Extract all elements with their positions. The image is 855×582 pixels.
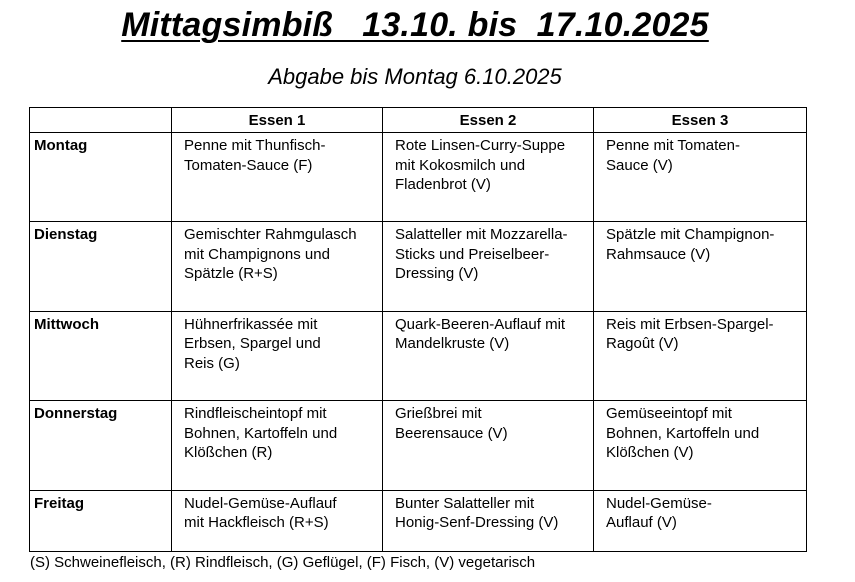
- table-row: [30, 222, 807, 311]
- meal-cell: Nudel-Gemüse- Auflauf (V): [594, 490, 807, 552]
- day-cell: Mittwoch: [30, 311, 172, 400]
- column-header-essen-3: Essen 3: [594, 108, 807, 133]
- table-row: [30, 401, 807, 490]
- meal-cell: Gemüseeintopf mit Bohnen, Kartoffeln und Klößchen (V): [594, 401, 807, 490]
- meal-cell: Salatteller mit Mozzarella- Sticks und Preiselbeer- Dressing (V): [383, 222, 594, 311]
- table-row: [30, 133, 807, 222]
- deadline-subtitle: Abgabe bis Montag 6.10.2025: [268, 64, 562, 89]
- meal-cell: Reis mit Erbsen-Spargel- Ragoût (V): [594, 311, 807, 400]
- table-row: [30, 490, 807, 552]
- meal-cell: Bunter Salatteller mit Honig-Senf-Dressing (V): [383, 490, 594, 552]
- column-header-essen-1: Essen 1: [172, 108, 383, 133]
- menu-table: [29, 107, 807, 552]
- meal-cell: Spätzle mit Champignon- Rahmsauce (V): [594, 222, 807, 311]
- meal-cell: Penne mit Tomaten- Sauce (V): [594, 133, 807, 222]
- column-header-day: [30, 108, 172, 133]
- legend-note: (S) Schweinefleisch, (R) Rindfleisch, (G) Geflügel, (F) Fisch, (V) vegetarisch: [30, 554, 536, 571]
- meal-cell: Rote Linsen-Curry-Suppe mit Kokosmilch und Fladenbrot (V): [383, 133, 594, 222]
- page-title: Mittagsimbiß 13.10. bis 17.10.2025: [121, 6, 709, 44]
- day-cell: Freitag: [30, 490, 172, 552]
- table-row: [30, 311, 807, 400]
- meal-cell: Gemischter Rahmgulasch mit Champignons und Spätzle (R+S): [172, 222, 383, 311]
- meal-cell: Grießbrei mit Beerensauce (V): [383, 401, 594, 490]
- header-row: [30, 108, 807, 133]
- day-cell: Donnerstag: [30, 401, 172, 490]
- meal-cell: Hühnerfrikassée mit Erbsen, Spargel und Reis (G): [172, 311, 383, 400]
- day-cell: Dienstag: [30, 222, 172, 311]
- day-cell: Montag: [30, 133, 172, 222]
- column-header-essen-2: Essen 2: [383, 108, 594, 133]
- meal-cell: Rindfleischeintopf mit Bohnen, Kartoffeln und Klößchen (R): [172, 401, 383, 490]
- meal-cell: Nudel-Gemüse-Auflauf mit Hackfleisch (R+S): [172, 490, 383, 552]
- meal-cell: Penne mit Thunfisch- Tomaten-Sauce (F): [172, 133, 383, 222]
- meal-cell: Quark-Beeren-Auflauf mit Mandelkruste (V): [383, 311, 594, 400]
